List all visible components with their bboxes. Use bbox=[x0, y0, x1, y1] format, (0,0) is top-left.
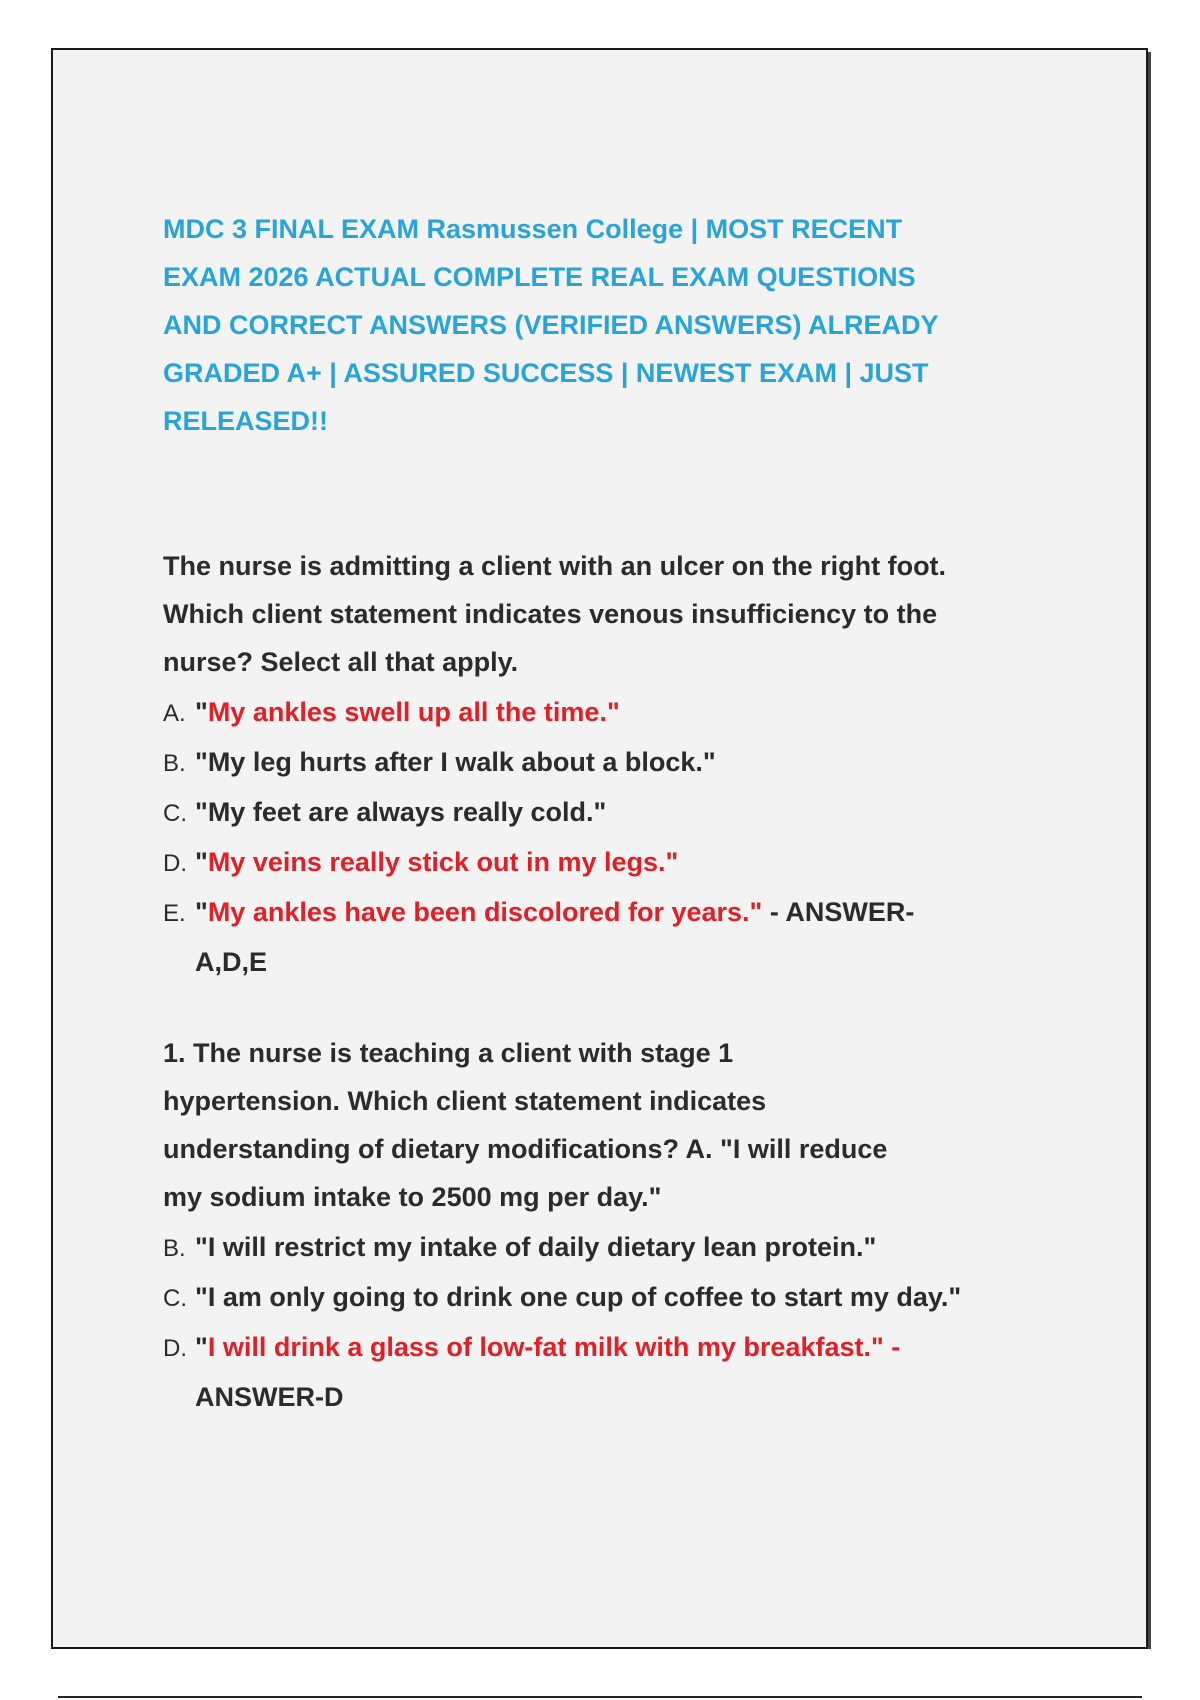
option-letter: D. bbox=[163, 850, 187, 877]
option-quote: " bbox=[195, 1282, 208, 1312]
option-text: I am only going to drink one cup of coffee to start my day." bbox=[207, 1282, 962, 1312]
title-line: RELEASED!! bbox=[163, 406, 329, 436]
option-text-correct: My ankles swell up all the time." bbox=[207, 697, 620, 727]
option-text-correct: I will drink a glass of low-fat milk with my breakfast." - bbox=[207, 1332, 901, 1362]
option-b bbox=[163, 738, 1063, 788]
option-e bbox=[163, 888, 1063, 938]
answer-value: ANSWER-D bbox=[195, 1382, 344, 1412]
option-quote: " bbox=[195, 797, 208, 827]
option-quote: " bbox=[195, 897, 208, 927]
option-c bbox=[163, 788, 1063, 838]
question-stem-line: 1. The nurse is teaching a client with stage 1 bbox=[163, 1038, 734, 1068]
option-quote: " bbox=[195, 847, 208, 877]
title-line: GRADED A+ | ASSURED SUCCESS | NEWEST EXAM | JUST bbox=[163, 358, 929, 388]
option-quote: " bbox=[195, 697, 208, 727]
answer-label: - ANSWER- bbox=[762, 897, 915, 927]
question-venous-insufficiency bbox=[163, 542, 1063, 986]
option-b bbox=[163, 1223, 1063, 1273]
question-stem-line: my sodium intake to 2500 mg per day." bbox=[163, 1182, 662, 1212]
option-d bbox=[163, 1323, 1063, 1373]
title-line: EXAM 2026 ACTUAL COMPLETE REAL EXAM QUESTIONS bbox=[163, 262, 916, 292]
title-line: MDC 3 FINAL EXAM Rasmussen College | MOST RECENT bbox=[163, 214, 903, 244]
option-quote: " bbox=[195, 1332, 208, 1362]
question-stem-line: The nurse is admitting a client with an ulcer on the right foot. bbox=[163, 551, 947, 581]
option-quote: " bbox=[195, 1232, 208, 1262]
option-letter: E. bbox=[163, 900, 186, 927]
option-letter: C. bbox=[163, 1285, 187, 1312]
option-text-correct: My veins really stick out in my legs." bbox=[207, 847, 679, 877]
option-letter: D. bbox=[163, 1335, 187, 1362]
option-a bbox=[163, 688, 1063, 738]
question-stem-line: Which client statement indicates venous insufficiency to the bbox=[163, 599, 938, 629]
next-page-divider bbox=[58, 1696, 1142, 1698]
option-letter: A. bbox=[163, 700, 186, 727]
option-text: My feet are always really cold." bbox=[207, 797, 607, 827]
question-stem-line: hypertension. Which client statement indicates bbox=[163, 1086, 767, 1116]
option-text-correct: My ankles have been discolored for years." bbox=[207, 897, 763, 927]
option-letter: B. bbox=[163, 750, 186, 777]
title-line: AND CORRECT ANSWERS (VERIFIED ANSWERS) ALREADY bbox=[163, 310, 939, 340]
answer-value: A,D,E bbox=[195, 947, 268, 977]
question-hypertension-diet bbox=[163, 1029, 1063, 1421]
option-letter: B. bbox=[163, 1235, 186, 1262]
option-c bbox=[163, 1273, 1063, 1323]
option-quote: " bbox=[195, 747, 208, 777]
question-stem-line: understanding of dietary modifications? A. "I will reduce bbox=[163, 1134, 888, 1164]
option-text: I will restrict my intake of daily dietary lean protein." bbox=[207, 1232, 877, 1262]
option-text: My leg hurts after I walk about a block." bbox=[207, 747, 716, 777]
question-stem-line: nurse? Select all that apply. bbox=[163, 647, 519, 677]
option-letter: C. bbox=[163, 800, 187, 827]
option-d bbox=[163, 838, 1063, 888]
document-title bbox=[163, 205, 1043, 445]
